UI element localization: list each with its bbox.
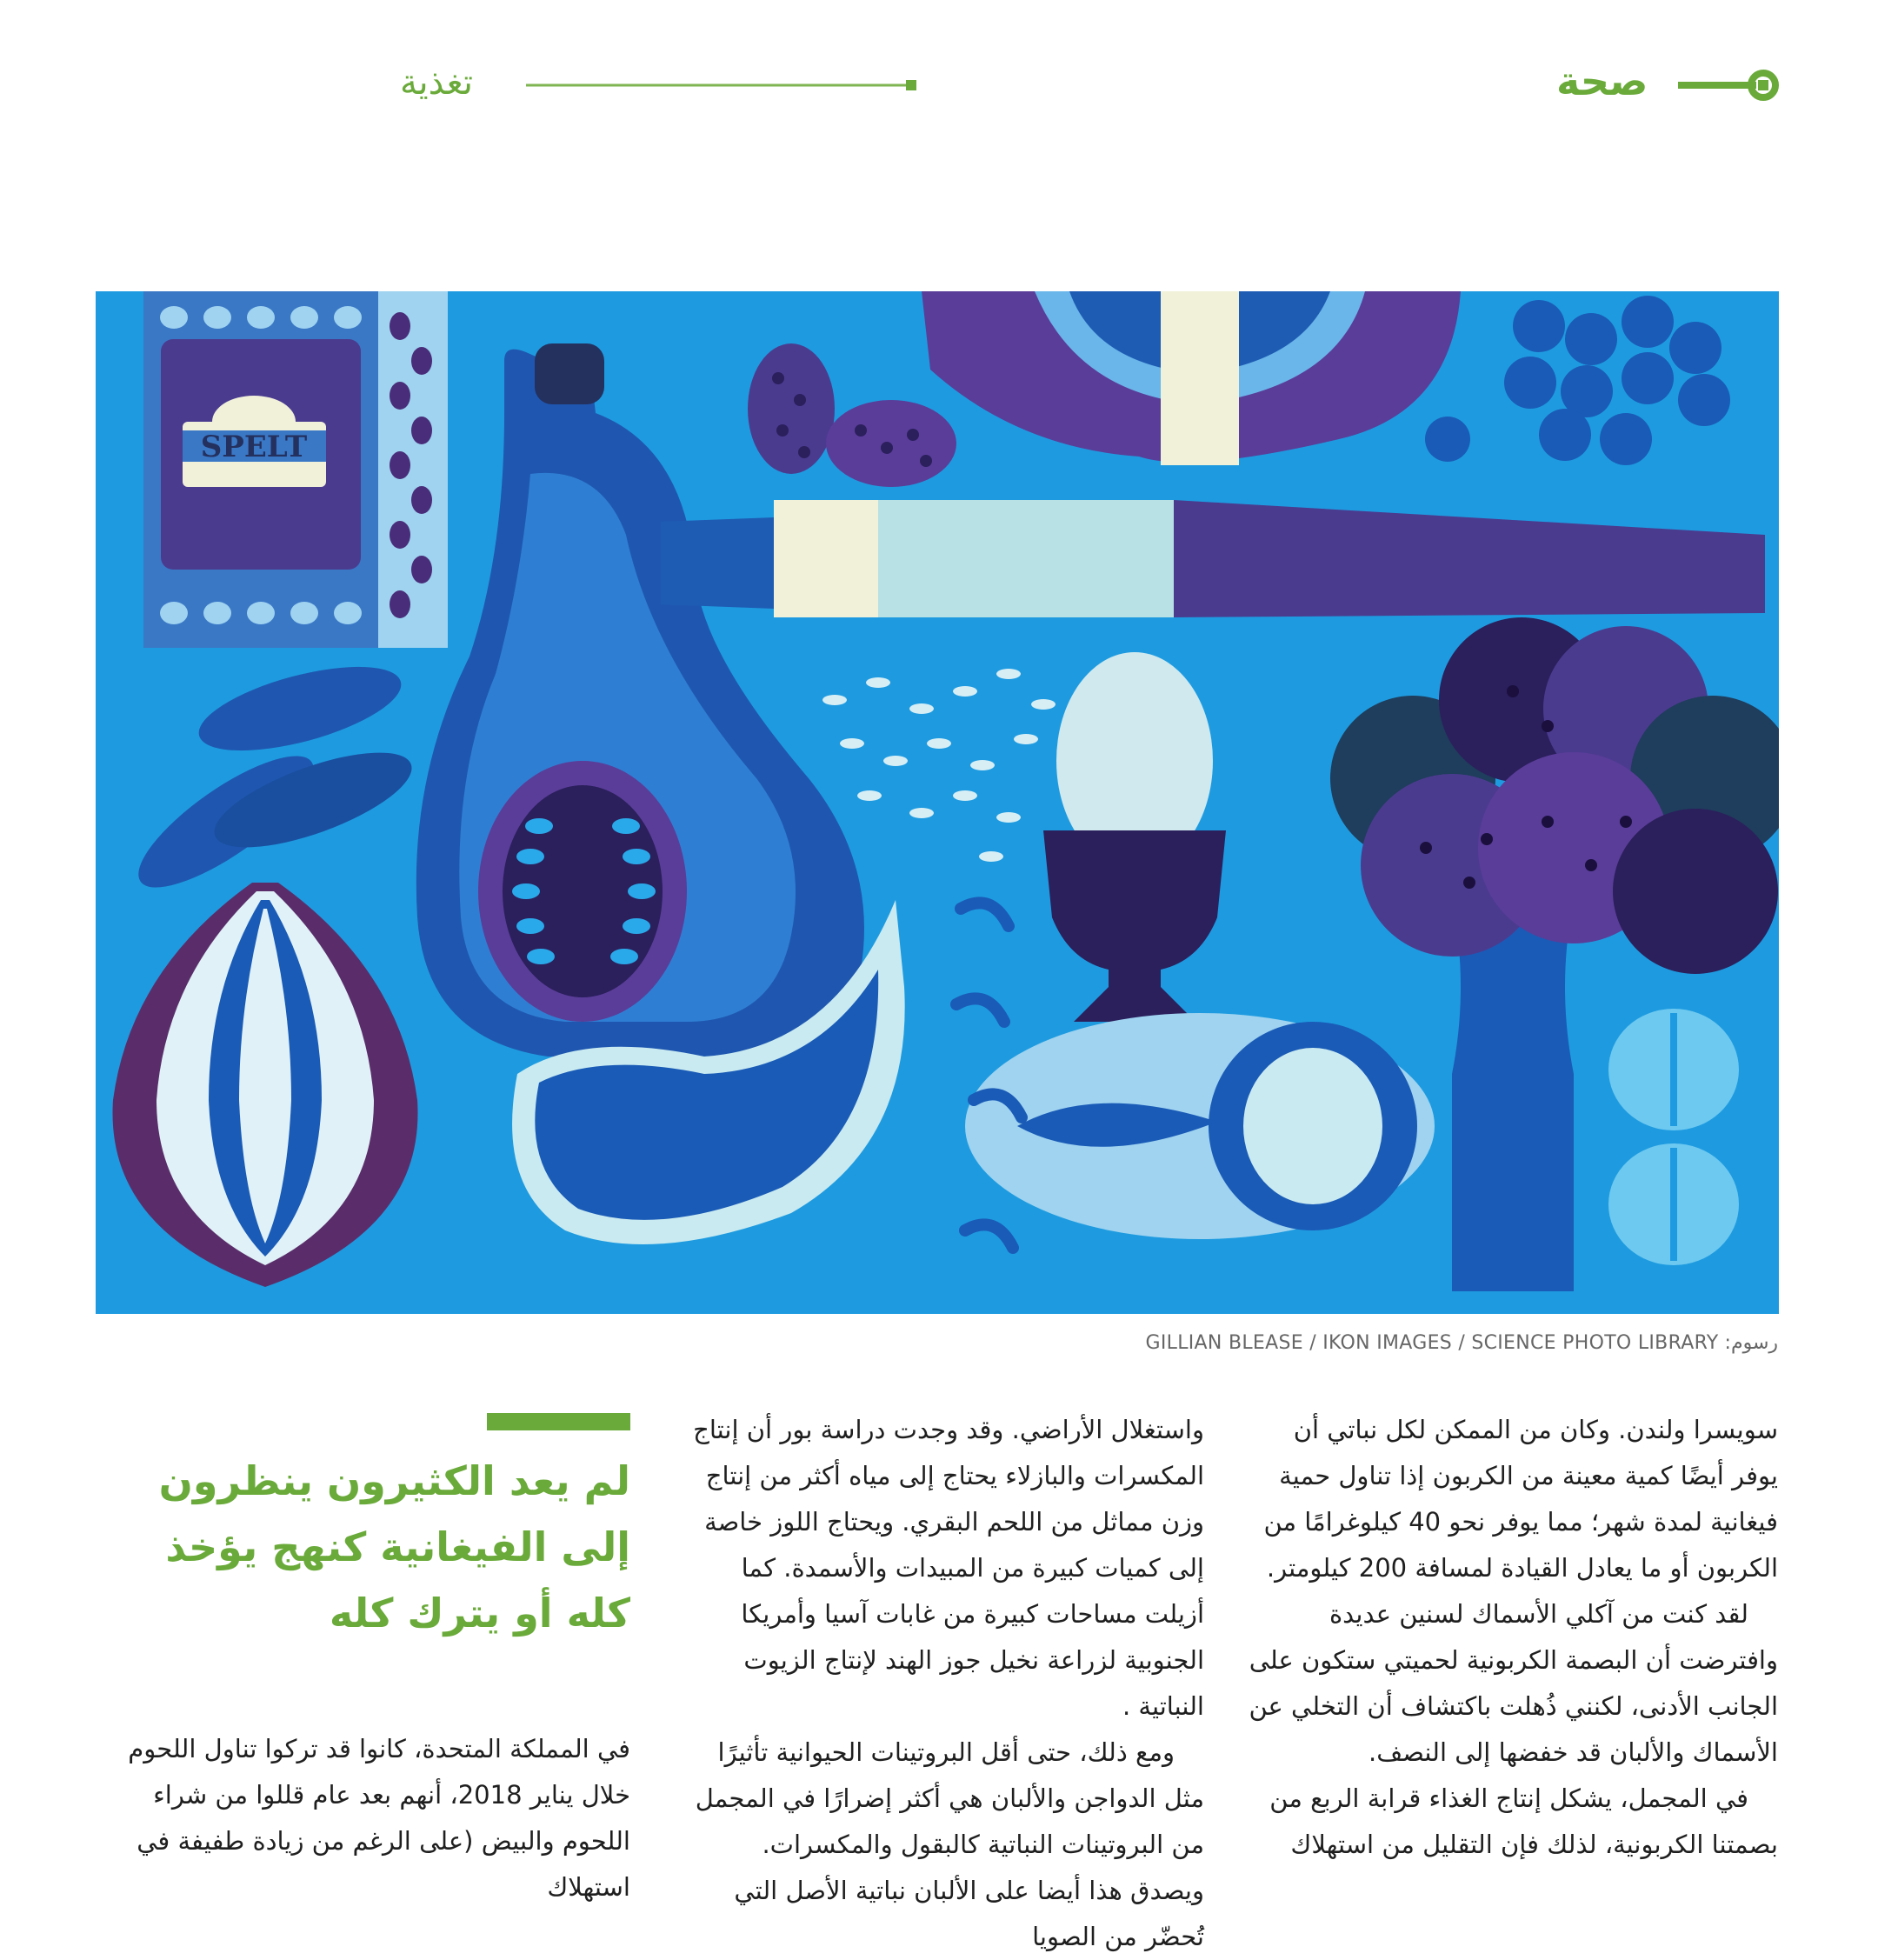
paragraph: ومع ذلك، حتى أقل البروتينات الحيوانية تأثيرًا مثل الدواجن والألبان هي أكثر إضرارًا في المجمل من البروتينات النباتية كالبقول والمكسرات. ويصدق هذا أيضا على الألبان نباتية الأصل التي تُحضّر من الصويا: [695, 1737, 1204, 1951]
food-illustration: [96, 291, 1779, 1314]
spelt-text: SPELT: [200, 430, 308, 464]
paragraph: واستغلال الأراضي. وقد وجدت دراسة بور أن إنتاج المكسرات والبازلاء يحتاج إلى مياه أكثر من إنتاج وزن مماثل من اللحم البقري. ويحتاج اللوز خاصة إلى كميات كبيرة من المبيدات والأسمدة. كما أزيلت مساحات كبيرة من غابات آسيا وأمريكا الجنوبية لزراعة نخيل جوز الهند لإنتاج الزيوت النباتية .: [693, 1415, 1204, 1721]
pull-quote-bar: [487, 1413, 630, 1430]
section-header: [1539, 52, 1782, 122]
paragraph: في المجمل، يشكل إنتاج الغذاء قرابة الربع من بصمتنا الكربونية، لذلك فإن التقليل من استهلاك: [1269, 1783, 1778, 1859]
paragraph: سويسرا ولندن. وكان من الممكن لكل نباتي أن يوفر أيضًا كمية معينة من الكربون إذا تناول حمية فيغانية لمدة شهر؛ مما يوفر نحو 40 كيلوغرامًا من الكربون أو ما يعادل القيادة لمسافة 200 كيلومتر.: [1263, 1415, 1778, 1583]
spelt-packet-icon: [143, 291, 448, 648]
section-label: صحة: [1556, 57, 1648, 104]
topic-label: تغذية: [400, 63, 474, 103]
pull-quote: لم يعد الكثيرون ينظرون إلى الفيغانية كنهج يؤخذ كله أو يترك كله: [158, 1457, 630, 1637]
article-column-left: [113, 1726, 630, 1910]
fish-icon: [965, 1013, 1435, 1239]
topic-rule: [400, 59, 922, 111]
topic-header: [400, 59, 922, 111]
article-column-right: [1243, 1407, 1778, 1868]
paragraph: لقد كنت من آكلي الأسماك لسنين عديدة وافترضت أن البصمة الكربونية لحميتي ستكون على الجانب الأدنى، لكنني ذُهلت باكتشاف أن التخلي عن الأسماك والألبان قد خفضها إلى النصف.: [1249, 1599, 1778, 1767]
article-column-middle: [683, 1407, 1204, 1960]
paragraph: في المملكة المتحدة، كانوا قد تركوا تناول اللحوم خلال يناير 2018، أنهم بعد عام قللوا من شراء اللحوم والبيض (على الرغم من زيادة طفيفة في استهلاك: [128, 1734, 630, 1902]
image-credit: رسوم: GILLIAN BLEASE / IKON IMAGES / SCIENCE PHOTO LIBRARY: [1145, 1332, 1778, 1354]
